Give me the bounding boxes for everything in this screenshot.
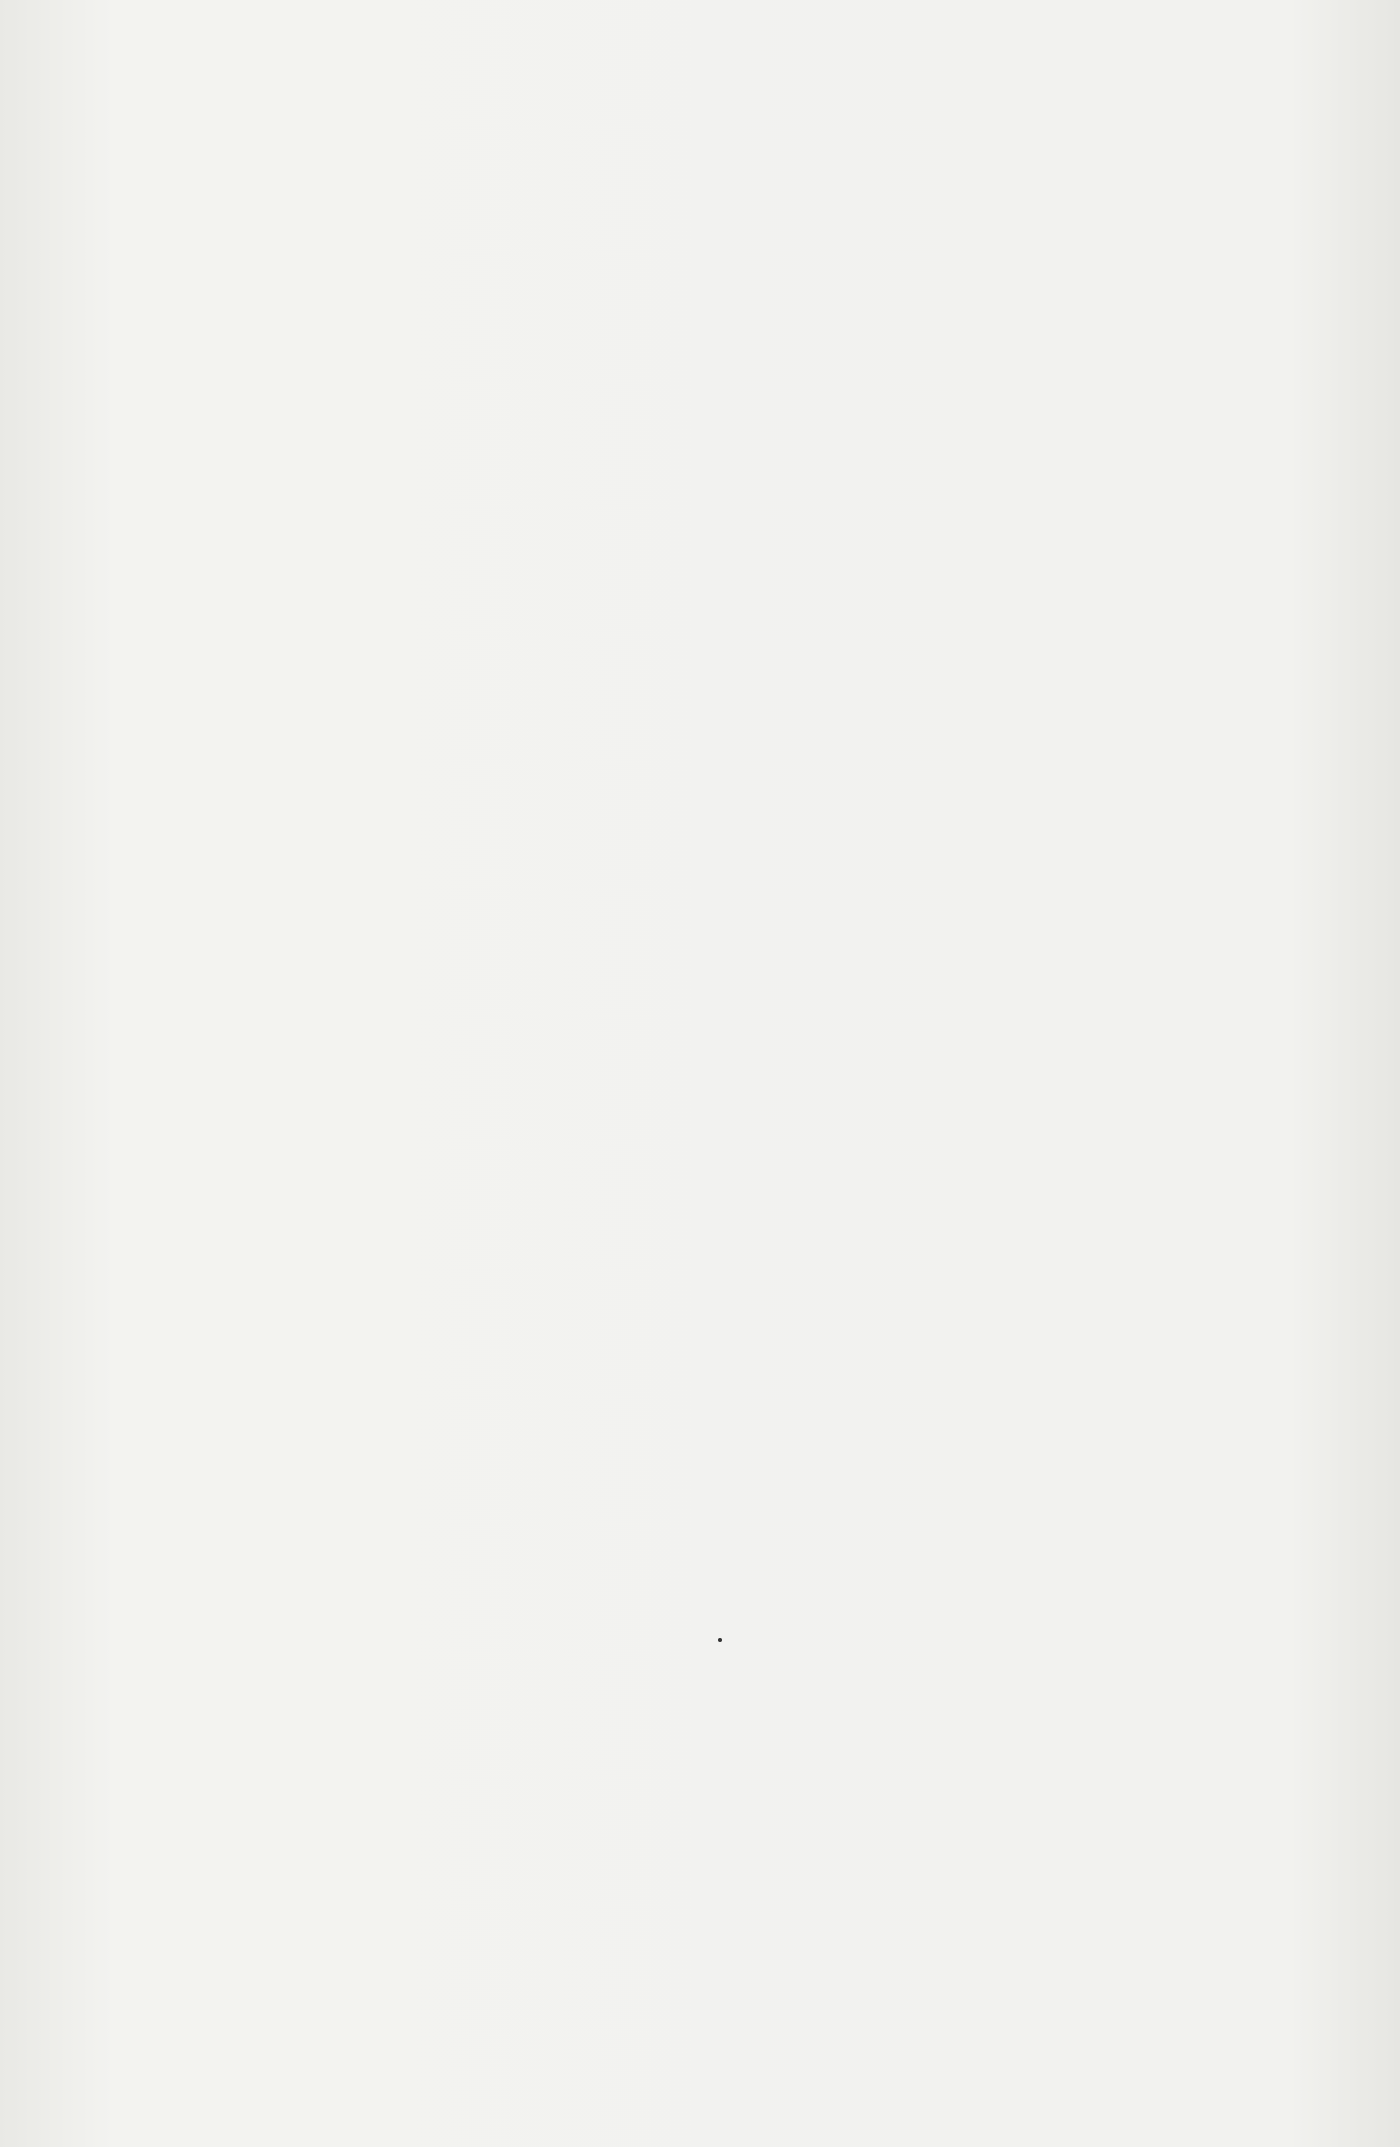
stray-dot bbox=[718, 1638, 722, 1642]
pronunciation-section bbox=[145, 1440, 1255, 1492]
letters-left-column bbox=[145, 188, 680, 1418]
letters-section bbox=[145, 188, 1255, 1418]
letters-right-column bbox=[720, 188, 1255, 1418]
